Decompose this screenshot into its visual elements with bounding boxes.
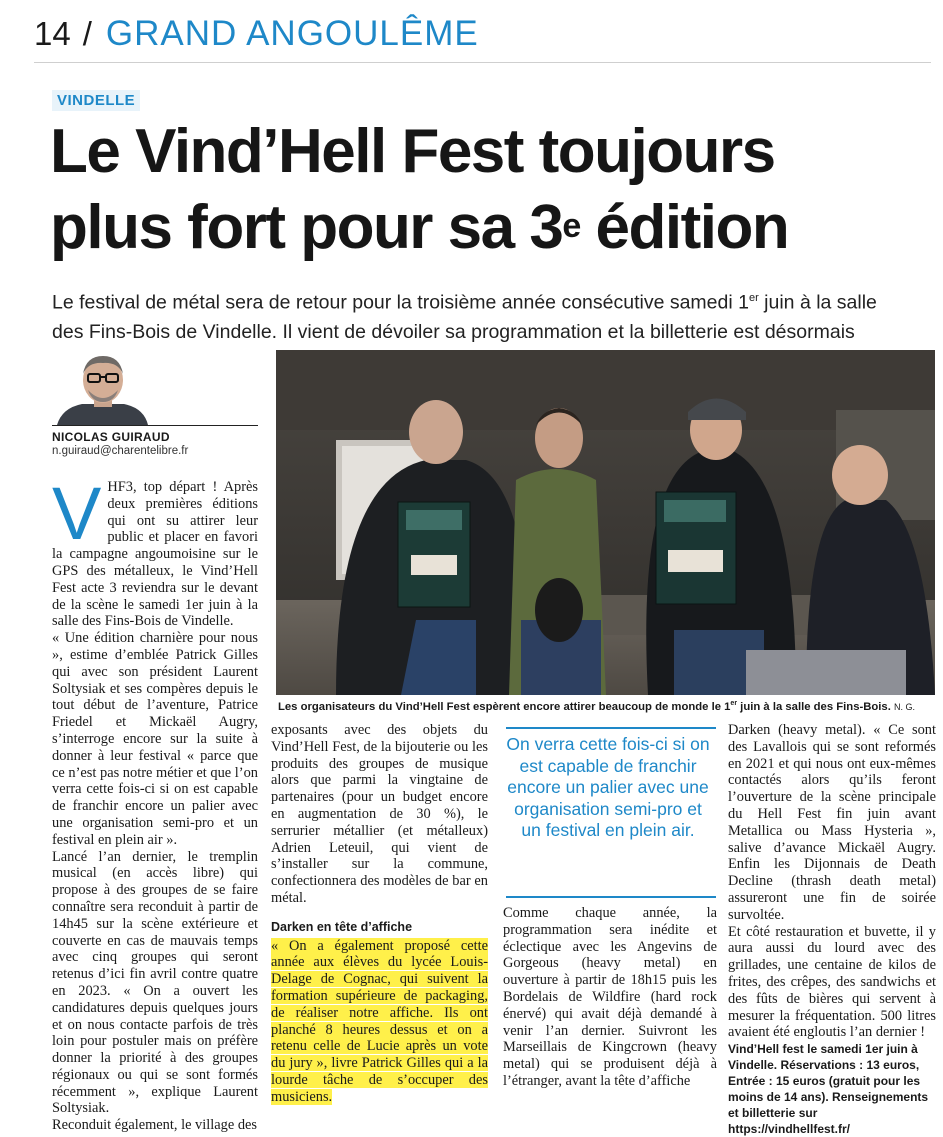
pullquote-rule-bottom [506, 896, 716, 898]
headline [50, 114, 930, 266]
drop-cap: V [52, 472, 102, 555]
section-title: GRAND ANGOULÊME [105, 14, 479, 53]
header-separator: / [82, 15, 92, 52]
headline-line-2b: édition [579, 193, 789, 262]
paragraph: Lancé l’an dernier, le tremplin musical (en accès libre) qui propose à des groupes de se faire connaître sera reconduit à partir de 14h45 sur la scène extérieure et couverte en cas de mauvais temps avec cinq groupes qui seront retenus d’ici fin avril contre quatre en 2023. « On a ouvert les candidatures depuis quelques jours et on nous contacte parfois de très loin pour postuler mais on préfère donner la priorité à des groupes régionaux ou qui se sont formés récemment », explique Laurent Soltysiak. [52, 848, 258, 1117]
page-header [34, 8, 479, 60]
caption-text-b: juin à la salle des Fins-Bois. [737, 700, 891, 713]
caption-text-a: Les organisateurs du Vind’Hell Fest espèrent encore attirer beaucoup de monde le 1 [278, 700, 731, 713]
paragraph: Et côté restauration et buvette, il y aura aussi du lourd avec des grillades, une centaine de kilos de frites, des crêpes, des sandwichs et des fûts de bières qui servent à mesurer la fréquentation. 500 litres avaient été engloutis l’an dernier ! [728, 923, 936, 1041]
paragraph: Darken (heavy metal). « Ce sont des Lavallois qui se sont reformés en 2021 et qui nous ont eux-mêmes contactés alors qu’ils feront l’ouverture de la scène principale du Hell Fest fin juin avant Metallica ou Mass Hysteria », salive d’avance Mickaël Augry. Enfin les Dijonnais de Death Decline (thrash death metal) assureront une fin de soirée survoltée. [728, 722, 936, 923]
paragraph: Reconduit également, le village des [52, 1117, 257, 1134]
column-2 [271, 722, 488, 1106]
photo-caption [278, 697, 938, 714]
column-1 [52, 472, 258, 1134]
highlight-span: « On a également proposé cette année aux élèves du lycée Louis-Delage de Cognac, qui suivent la formation supérieure de packaging, de réaliser notre affiche. Ils ont planché 8 heures dessus et on a retenu celle de Lucie après un vote du jury », livre Patrick Gilles qui a la lourde tâche de s’occuper des musiciens. [271, 937, 488, 1105]
paragraph: exposants avec des objets du Vind’Hell Fest, de la bijouterie ou les produits des groupes de musique alors que parmi la vingtaine de partenaires (pour un budget encore en augmentation de 30 %), le serrurier métallier (et métalleux) Adrien Leteuil, qui vient de s’installer sur la commune, confectionnera des modèles de bar en métal. [271, 722, 488, 906]
paragraph: Comme chaque année, la programmation sera inédite et éclectique avec les Angevins de Gorgeous (heavy metal) en ouverture à partir de 18h15 puis les Bordelais de Wildfire (hard rock énervé) qui avait déjà demandé à venir l’an dernier. Suivront les Marseillais de Kingcrown (heavy metal) qui se produisent déjà à l’étranger, avant la tête d’affiche [503, 905, 717, 1089]
headline-superscript: e [562, 207, 580, 245]
headline-line-2a: plus fort pour sa 3 [50, 193, 563, 262]
author-email: n.guiraud@charentelibre.fr [52, 445, 189, 457]
header-divider [34, 62, 931, 63]
pull-quote: On verra cette fois-ci si on est capable de franchir encore un palier avec une organisation semi-pro et un festival en plein air. [506, 734, 710, 840]
article-photo [276, 350, 935, 695]
paragraph: « Une édition charnière pour nous », estime d’emblée Patrick Gilles qui avec son président Laurent Soltysiak et ses compères depuis le tout début de l’aventure, Patrice Friedel et Mickaël Augry, s’interroge encore sur la suite à donner à leur festival « parce que ce n’est pas notre métier et que l’on verra cette fois-ci si on est capable de franchir encore un palier avec une organisation semi-pro et un festival en plein air ». [52, 630, 258, 848]
kicker-label: VINDELLE [52, 90, 140, 111]
highlighted-paragraph [271, 938, 488, 1106]
column-3 [503, 905, 717, 1090]
pullquote-rule-top [506, 727, 716, 729]
standfirst-line-2: des Fins-Bois de Vindelle. Il vient de dévoiler sa programmation et la billetterie est désormais [52, 320, 855, 343]
standfirst-line-1a: Le festival de métal sera de retour pour la troisième année consécutive samedi 1 [52, 291, 749, 314]
caption-superscript: er [730, 700, 738, 707]
standfirst-superscript: er [748, 292, 759, 304]
headline-line-1: Le Vind’Hell Fest toujours [50, 117, 775, 186]
standfirst-line-1b: juin à la salle [758, 291, 877, 314]
paragraph: HF3, top départ ! Après deux premières éditions qui ont su attirer leur public et placer en favori la campagne angoumoisine sur le GPS des métalleux, le Vind’Hell Fest acte 3 reviendra sur le devant de la scène le samedi 1er juin à la salle des Fins-Bois de Vindelle. [52, 479, 258, 630]
author-divider [52, 425, 258, 426]
page-number: 14 [34, 15, 71, 52]
author-name: NICOLAS GUIRAUD [52, 430, 170, 444]
subheading: Darken en tête d’affiche [271, 919, 413, 934]
event-info: Vind’Hell fest le samedi 1er juin à Vindelle. Réservations : 13 euros, Entrée : 15 euros (gratuit pour les moins de 14 ans). Renseignements et billetterie sur https://vindhellfest.fr/ [728, 1042, 929, 1137]
column-4 [728, 722, 936, 1137]
photo-credit: N. G. [894, 701, 916, 712]
author-portrait [52, 350, 258, 425]
